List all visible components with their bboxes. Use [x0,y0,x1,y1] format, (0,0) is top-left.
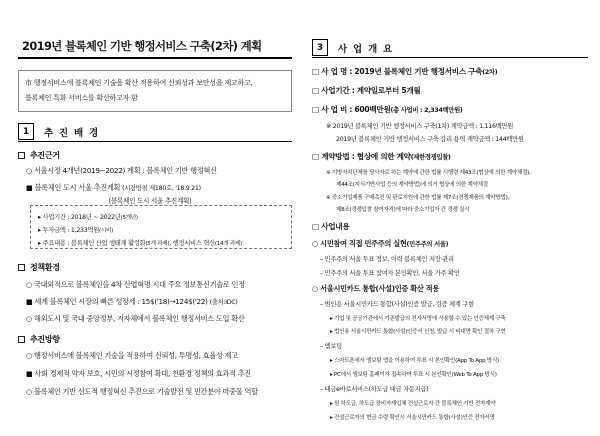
project-cost: □ 사 업 비 : 600백만원(총 사업비 : 2,334백만원) [312,105,463,114]
section-3-header [312,38,398,57]
contract-note-3: ※ 중소기업제품 구매촉진 및 판로지원에 관한 법률 제7조(경쟁제품의 계약방법), [326,195,509,201]
summary-line-1: 市 행정서비스에 블록체인 기술을 확산 적용하여 신뢰성과 보안성을 제고하고, [25,78,253,87]
plan-contents: ▸ 주요내용 : 블록체인 산업 생태계 활성화(5개 과제), 행정서비스 혁신(14개 과제) [38,240,242,247]
section-1-header [18,122,104,141]
contract-note-4: 제8조(경쟁입찰 참여자격)에 따라 중소기업자 간 경쟁 실시 [336,207,470,213]
plan-budget: ▸ 투자금액 : 1,233억원(시비) [38,227,113,234]
content-item-2h: ▸ 원 하도급, 하도급 장비자재업체 건설근로자 간 블록체인 기반 전자계약 [330,401,496,407]
content-item-2a: – 범인용 서울시민카드 통합(사설)인증 발급, 검증 체계 구현 [320,301,474,308]
basis-item-2: ■ 블록체인 도시 서울 추진계획 (시장방침 제180호, '18.9.21) [26,183,201,192]
section-3-number: 3 [312,39,328,56]
content-item-2: ○ 서울시민카드 통합(사설)인증 확산 적용 [312,284,440,293]
policy-item-3: ○ 해외도시 및 국내 중앙정부, 지자체에서 블록체인 행정서비스 도입 확산 [26,314,245,323]
content-item-2g: – 대금e바로서비스(하도급 대금 자동지급) [320,386,429,393]
content-item-1: ○ 시민참여 직접 민주주의 실현(민주주의 서울) [312,239,449,248]
section-3-title: 사업개요 [338,43,399,55]
plan-period: ▸ 사업기간 : 2018년 ~ 2022년(5개년) [38,214,138,221]
contract-note-2: 제44조(지식기반사업 등의 계약방법)에 의거 협상에 의한 계약체결 [336,182,488,188]
content-item-1a: – 민주주의 서울 투표 정보, 이력 블록체인 저장·관리 [320,256,454,263]
cost-note-2: 2019년 블록체인 기반 행정서비스 구축 감리 용역 계약금액 : 144백만원 [336,136,524,143]
square-bullet-icon [18,336,25,343]
basis-heading: 추진근거 [18,150,60,161]
project-period: □ 사업기간 : 계약일로부터 5개월 [312,86,421,95]
policy-heading: 정책환경 [18,262,60,273]
content-item-2i: ▸ 건설근로자의 현금 수령 확인시 서울시민카드 통합(사설)인증 전자서명 [330,415,495,421]
direction-item-2: ■ 사회 경제적 약자 보호, 시민의 시정참여 확대, 친환경 정책의 효과적 추진 [26,369,251,378]
summary-box [18,70,292,112]
document-title: 2019년 블록체인 기반 행정서비스 구축(2차) 계획 [22,39,262,53]
content-item-2f: ▸ PC에서 엠보팅 홈페이지 접속하여 투표 시 본인확인(Web To App 방식) [330,372,497,378]
square-bullet-icon [18,264,25,271]
contract-method: □ 계약방법 : 협상에 의한 계약(제한경쟁입찰) [312,152,451,161]
content-item-2b: ▸ 기업 및 공공기관에서 기존발급의 전자서명에 사용할 수 있는 인증체계 구축 [330,316,506,322]
content-item-2c: ▸ 법인용 서울시민카드 통합(사설)인증서 신청, 발급 시 비대면 확인 절차 구현 [330,329,506,335]
content-item-2e: ▸ 스마트폰에서 엠보팅 앱을 이용하여 투표 시 본인확인(App To App 방식) [330,358,499,364]
direction-heading: 추진방향 [18,334,60,345]
section-1-title: 추진배경 [44,127,105,139]
section-3-rule [312,57,588,58]
basis-item-1: ○ 서울시정 4개년(2019~2022) 계획 : 블록체인 기반 행정혁신 [26,166,217,175]
title-rule [18,57,292,59]
direction-item-1: ○ 행정서비스에 블록체인 기술을 적용하여 신뢰성, 투명성, 효율성 제고 [26,351,238,360]
section-1-rule [18,141,292,142]
cost-note-1: ※ 2019년 블록체인 기반 행정서비스 구축(1차) 계약금액 : 1,116백만원 [326,123,514,130]
summary-line-2: 블록체인 특화 서비스를 확산하고자 함 [25,93,138,102]
plan-box-title: (블록체인 도시 서울 추진계획) [0,195,300,205]
policy-item-1: ○ 국내외적으로 블록체인을 4차 산업혁명 시대 주요 정보통신기술로 인정 [26,280,245,289]
policy-item-2: ■ 세계 블록체인 시장의 빠른 성장세 : 15$('18)→124$('22) (출처:IDC) [26,297,238,306]
content-item-1b: – 민주주의 서울 투표 참여자 본인확인, 서울 가주 확인 [320,270,460,277]
contract-note-1: ※ 지방자치단체를 당사자로 하는 계약에 관한 법률 시행령 제43조(협상에 의한 계약체결), [326,170,531,176]
content-item-2d: – 엠보팅 [320,343,342,350]
square-bullet-icon [18,152,25,159]
project-name: □ 사 업 명 : 2019년 블록체인 기반 행정서비스 구축(2차) [312,67,498,76]
content-heading: □ 사업내용 [312,222,350,231]
direction-item-3: ○ 블록체인 기반 선도적 행정혁신 추진으로 기술발전 및 민간분야 마중물 역할 [26,387,258,396]
section-1-number: 1 [18,123,34,140]
